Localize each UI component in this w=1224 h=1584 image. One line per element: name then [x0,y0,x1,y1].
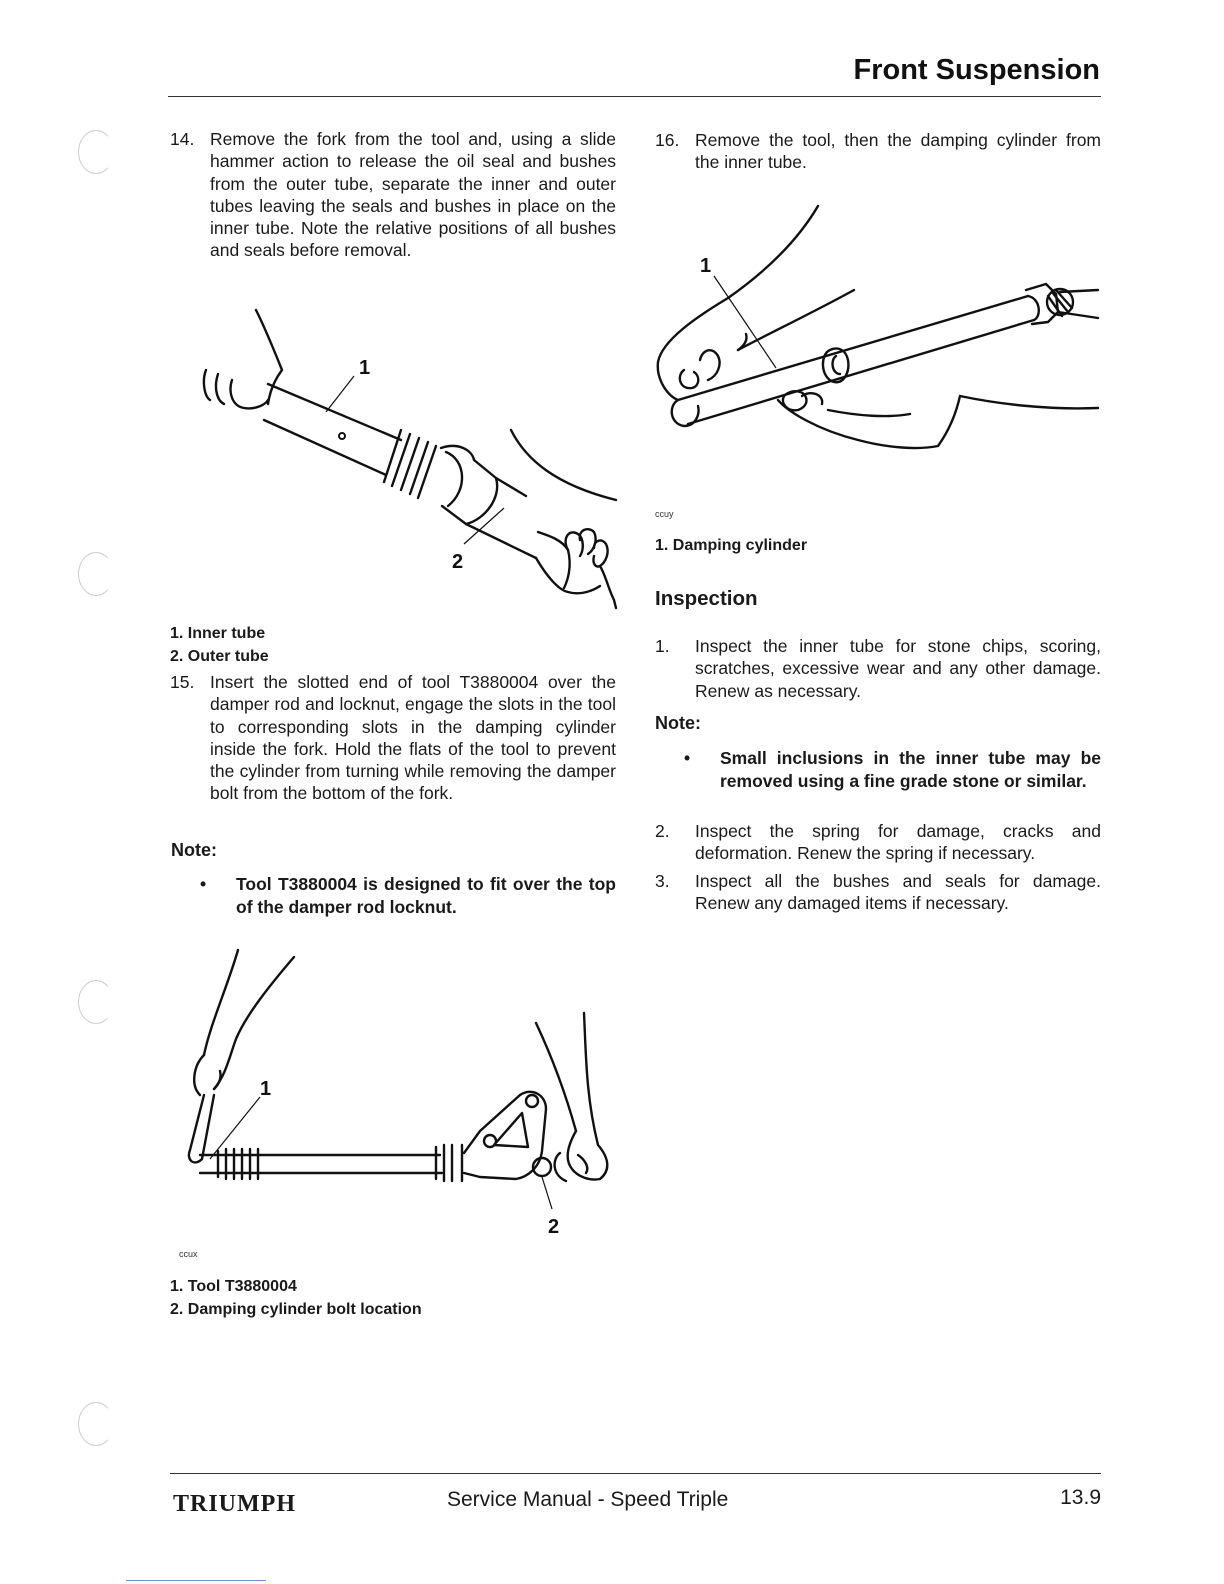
step-text: Inspect the spring for damage, cracks and deformation. Renew the spring if necessary. [695,821,1101,864]
step-16 [655,129,1101,174]
figure-fork-tube-separation [196,300,626,615]
footer-rule [170,1473,1101,1474]
triumph-logo: TRIUMPH [173,1491,296,1517]
step-text: Inspect the inner tube for stone chips, scoring, scratches, excessive wear and any other damage. Renew as necessary. [695,636,1101,701]
cylinder-outline [678,296,1034,424]
caption-item: 2. Outer tube [170,648,269,665]
fork-tube-outline [200,1155,442,1173]
inner-tube-outline [264,384,401,475]
step-text: Inspect all the bushes and seals for damage. Renew any damaged items if necessary. [695,871,1101,914]
hand-fingers [204,370,268,408]
bullet-dot: • [200,874,207,894]
inspection-step-1 [655,635,1101,702]
note-label: Note: [655,713,701,733]
leader-line-1 [714,276,776,368]
right-hand-fingers [566,529,616,608]
leader-line-2 [542,1177,552,1209]
step-text: Insert the slotted end of tool T3880004 over the damper rod and locknut, engage the slots in the tool to corresponding slots in the damping cylinder inside the fork. Hold the flats of the tool to prevent the cylinder from turning while removing the damper bolt from the bottom of the fork. [210,672,616,804]
step-number: 14. [170,129,195,149]
callout-1: 1 [260,1078,272,1100]
step-14 [170,128,616,262]
binder-hole-mark [78,552,114,596]
callout-2: 2 [452,551,464,573]
header-rule [168,96,1101,97]
figure-code: ccuy [655,509,674,519]
inspection-step-2 [655,820,1101,865]
step-number: 2. [655,821,670,841]
step-number: 15. [170,672,195,692]
step-number: 16. [655,130,680,150]
note-text: Tool T3880004 is designed to fit over the top of the damper rod locknut. [236,874,616,917]
left-arm-outline [728,206,854,350]
right-hand-outline [555,1131,600,1181]
left-hand-outline [194,1055,220,1095]
step-15 [170,671,616,805]
hand-outline [256,310,282,404]
step-text: Remove the fork from the tool and, using a slide hammer action to release the oil seal and bushes from the outer tube, separate the inner and outer tubes leaving the seals and bushes in place on the inner tube. Note the relative positions of all bushes and seals before removal. [210,129,616,261]
right-arm-outline [536,1013,607,1179]
figure-caption-list [170,622,610,668]
page-section-title: Front Suspension [853,54,1100,86]
step-number: 3. [655,871,670,891]
section-heading-inspection: Inspection [655,587,758,610]
left-arm-outline [204,950,294,1089]
binder-hole-mark [78,1402,114,1446]
figure-damping-cylinder-removal [648,200,1108,470]
leader-line-1 [326,376,354,412]
outer-tube-outline [466,478,536,558]
figure-caption: 1. Damping cylinder [655,537,808,554]
note-bullet [680,747,1101,792]
page-number: 13.9 [1060,1486,1101,1509]
left-hand-outline [658,298,728,426]
caption-item: 2. Damping cylinder bolt location [170,1301,422,1318]
callout-1: 1 [700,255,712,277]
right-hand-outline [778,396,1098,448]
step-text: Remove the tool, then the damping cylinder from the inner tube. [695,130,1101,173]
tube-hole [339,433,345,439]
caption-item: 1. Inner tube [170,625,266,642]
footer-manual-title: Service Manual - Speed Triple [447,1488,729,1511]
figure-caption-list [170,1275,610,1321]
binder-hole-mark [78,130,114,174]
caption-item: 1. Tool T3880004 [170,1278,297,1295]
seal-rings [384,430,436,498]
note-bullet [196,873,616,918]
bush-outline [441,446,497,524]
callout-2: 2 [548,1216,560,1238]
figure-tool-damper-removal [180,945,620,1245]
callout-1: 1 [359,357,371,379]
figure-code: ccux [179,1249,198,1259]
step-number: 1. [655,636,670,656]
inspection-step-3 [655,870,1101,915]
bullet-dot: • [684,748,691,768]
bottom-link-underline [126,1580,266,1581]
binder-hole-mark [78,980,114,1024]
tool-slots [218,1149,258,1179]
note-text: Small inclusions in the inner tube may be removed using a fine grade stone or similar. [720,748,1101,791]
wrench-outline [189,1095,214,1162]
note-label: Note: [171,840,217,860]
